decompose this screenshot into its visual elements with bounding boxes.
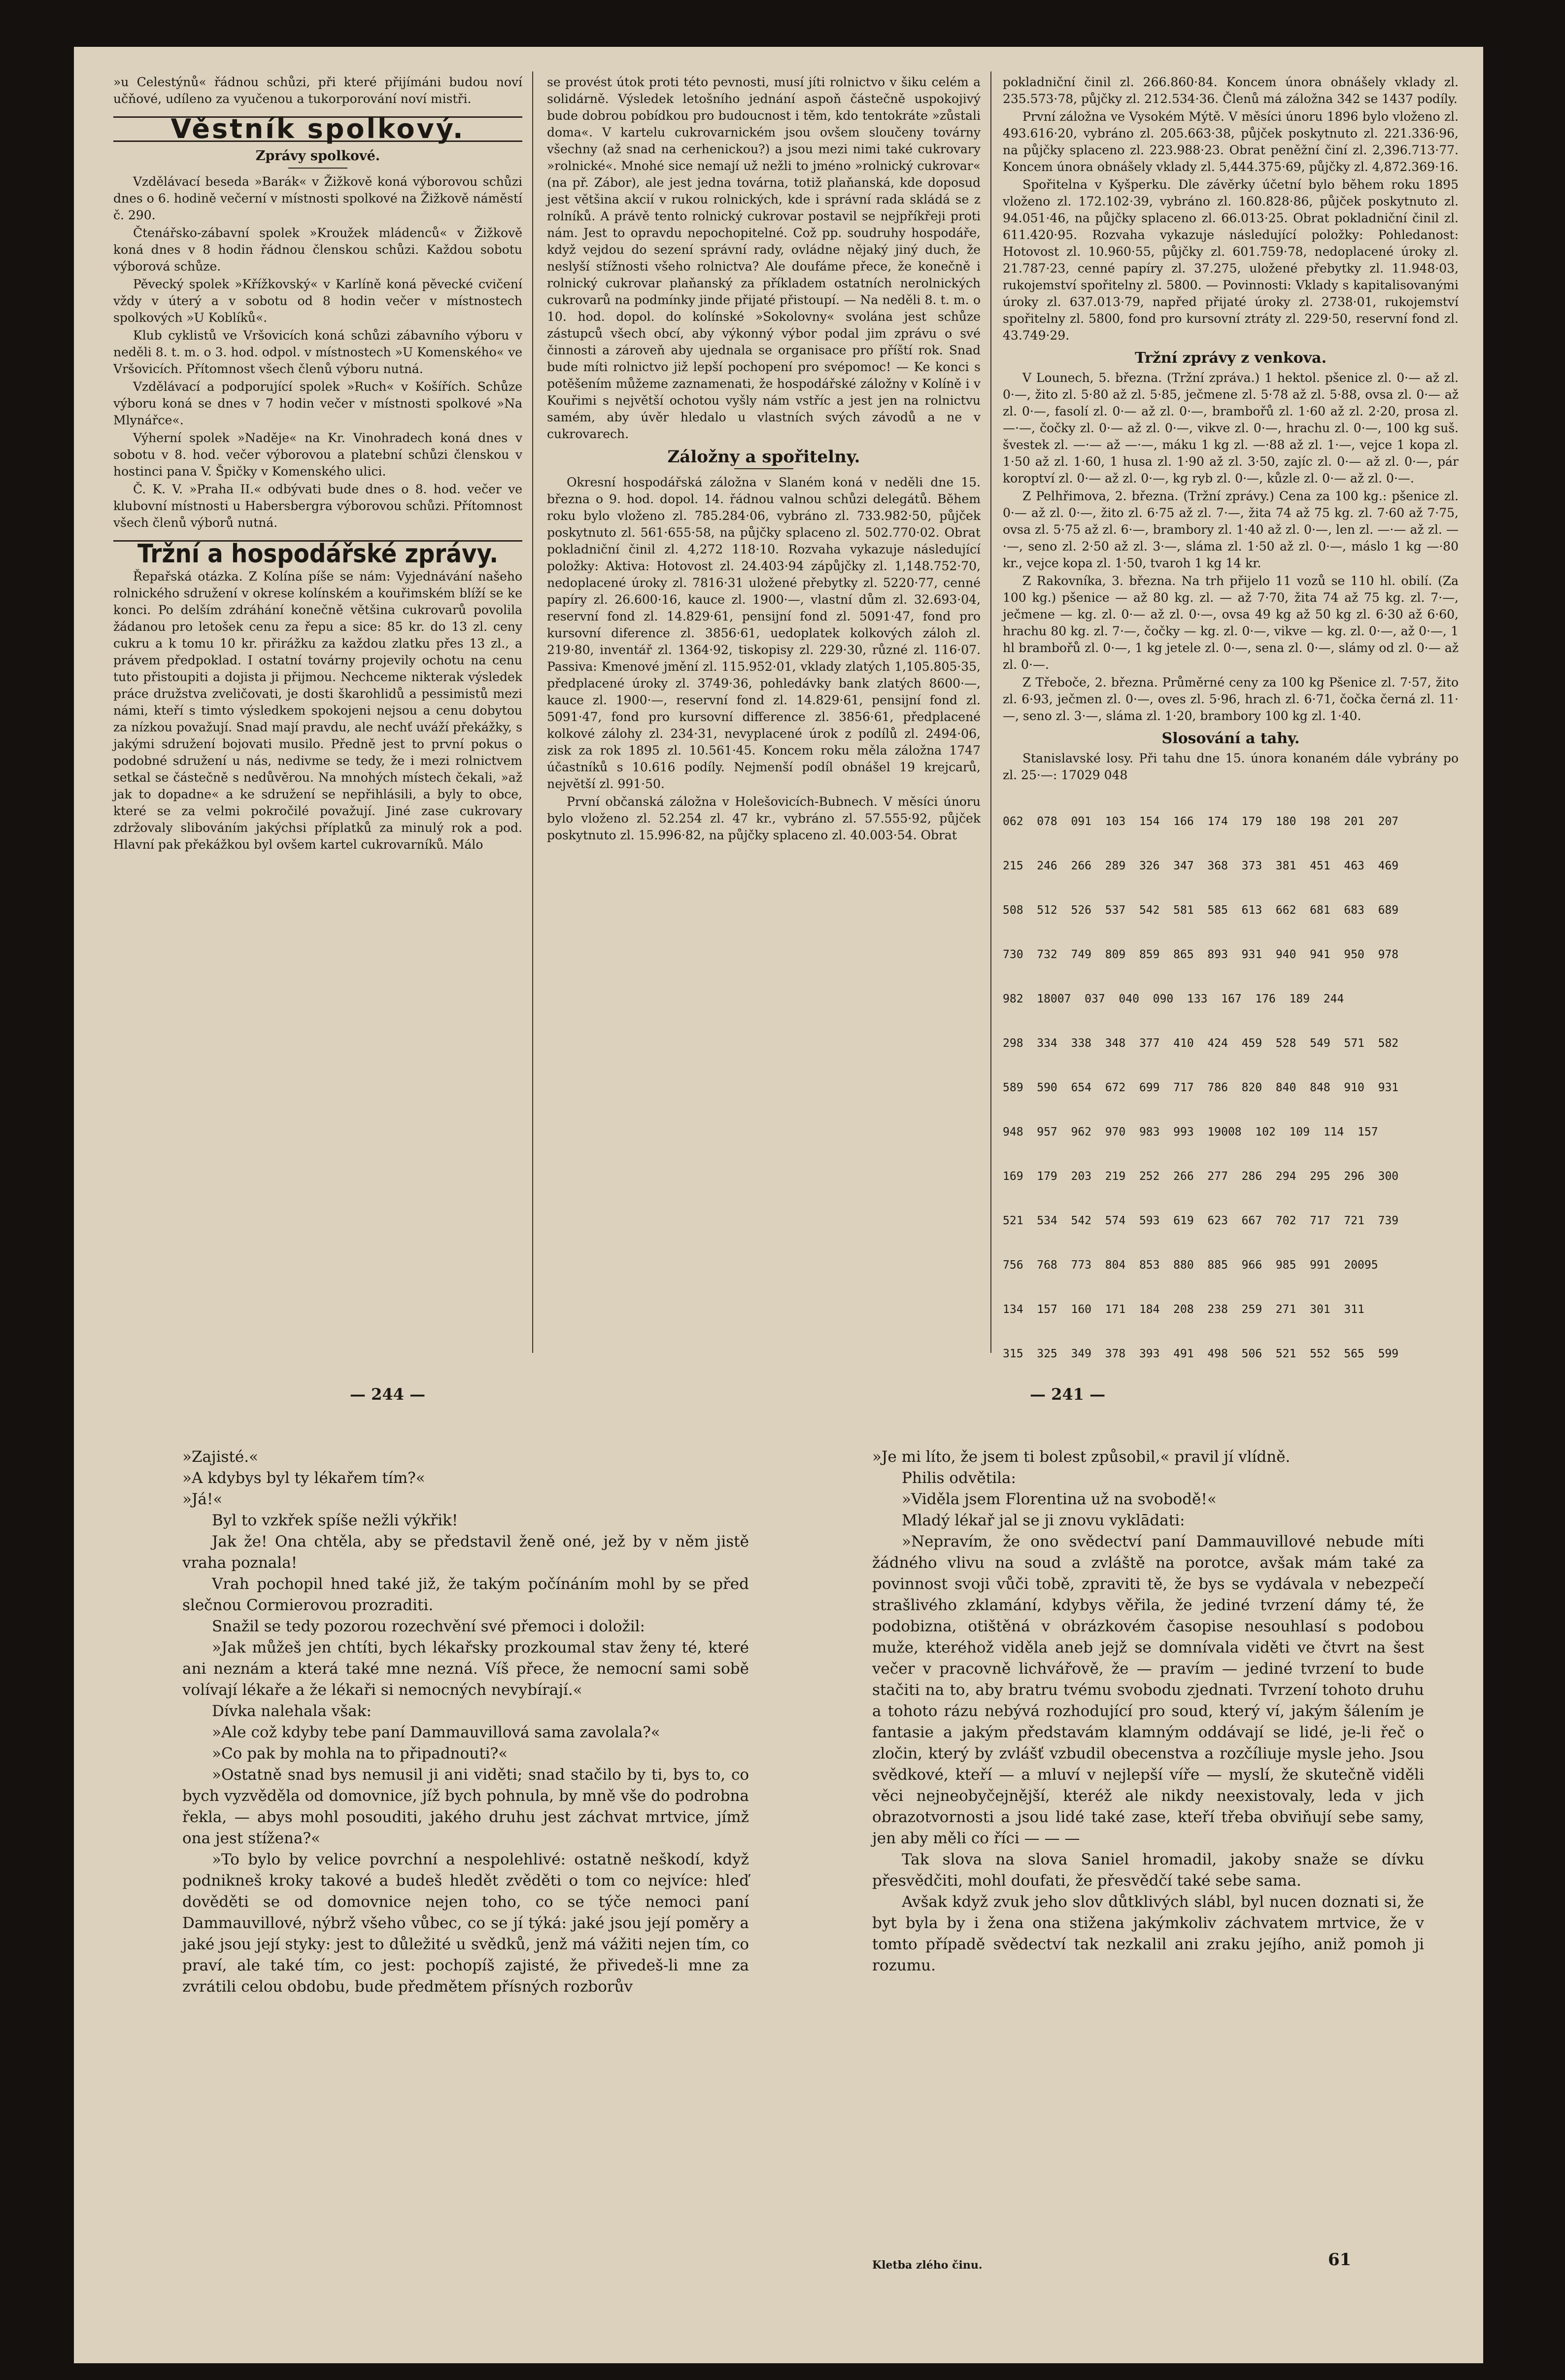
market-report: Z Třeboče, 2. března. Průměrné ceny za 100 kg Pšenice zl. 7·57, žito zl. 6·93, ječmen zl. 0·—, oves zl. 5·96, hrach zl. 6·71, čočka černá zl. 11·—, seno zl. 3·—, sláma zl. 1·20, brambory 100 kg zl. 1·40. (1003, 675, 1459, 723)
society-notice: Vzdělávací a podporující spolek »Ruch« v Košířích. Schůze výboru koná se dnes v 7 hodin večer v místnosti spolkové »Na Mlynářce«. (113, 379, 522, 427)
bank-report: pokladniční činil zl. 266.860·84. Koncem února obnášely vklady zl. 235.573·78, půjčky zl. 212.534·36. Členů má záložna 342 se 1437 podíly. (1003, 75, 1459, 106)
society-notice: Čtenářsko-zábavní spolek »Kroužek mládenců« v Žižkově koná dnes v 8 hodin řádnou členskou schůzi. Každou sobotu výborová schůze. (113, 226, 522, 274)
section-title-societies: Věstník spolkový. (113, 116, 522, 142)
divider (288, 168, 347, 169)
society-notice: Klub cyklistů ve Vršovicích koná schůzi zábavního výboru v neděli 8. t. m. o 3. hod. odpol. v místnostech »U Komenského« ve Vršovicích. Přítomnost všech členů výboru nutná. (113, 328, 522, 376)
lottery-row: 730 732 749 809 859 865 893 931 940 941 950 978 (1003, 948, 1399, 961)
bank-report: Spořitelna v Kyšperku. Dle závěrky účetní bylo během roku 1895 vloženo zl. 172.102·39, vybráno zl. 160.828·86, půjček poskytnuto zl. 94.051·46, na půjčky splaceno zl. 66.013·25. Obrat pokladniční činil zl. 611.420·95. Rozvaha vykazuje následující položky: Pohledanost: Hotovost zl. 10.960·55, půjčky zl. 601.759·78, nedoplacené úroky zl. 21.787·23, cenné papíry zl. 37.275, uložené přebytky zl. 11.948·03, rukojemství spořitelny zl. 5800. — Povinnosti: Vklady s kapitalisovanými úroky zl. 637.013·79, napřed přijaté úroky zl. 2738·01, rukojemství spořitelny zl. 5800, fond pro kursovní ztráty zl. 229·50, reservní fond zl. 43.749·29. (1003, 177, 1459, 343)
novel-text-right (872, 1447, 1424, 1976)
bank-report: První záložna ve Vysokém Mýtě. V měsíci únoru 1896 bylo vloženo zl. 493.616·20, vybráno zl. 205.663·38, půjček poskytnuto zl. 221.336·96, na půjčky splaceno zl. 223.988·23. Obrat peněžní činí zl. 2,396.713·77. Koncem února obnášely vklady zl. 5,444.375·69, půjčky zl. 4,872.369·16. (1003, 109, 1459, 174)
novel-text-left (182, 1447, 749, 1998)
novel-paragraph: »Já!« (182, 1490, 223, 1508)
novel-paragraph: Jak že! Ona chtěla, aby se představil ženě oné, jež by v něm jistě vraha poznala! (182, 1533, 749, 1572)
novel-paragraph: »Co pak by mohla na to připadnouti?« (212, 1745, 508, 1762)
lottery-row: 062 078 091 103 154 166 174 179 180 198 201 207 (1003, 815, 1399, 828)
column-3 (1003, 74, 1459, 1391)
subheading-country-markets: Tržní zprávy z venkova. (1134, 349, 1327, 367)
subheading-societies: Zprávy spolkové. (255, 148, 380, 164)
page-number-61: 61 (1328, 2250, 1352, 2270)
novel-paragraph: »Ale což kdyby tebe paní Dammauvillová sama zavolala?« (212, 1724, 660, 1741)
page-number-left: — 244 — (350, 1385, 426, 1404)
novel-paragraph: »Zajisté.« (182, 1448, 259, 1466)
novel-paragraph: Tak slova na slova Saniel hromadil, jakoby snaže se dívku přesvědčiti, mohl doufati, že přesvědčí také sebe sama. (872, 1851, 1424, 1890)
novel-paragraph: Mladý lékař jal se ji znovu vyklādati: (902, 1512, 1185, 1529)
novel-paragraph: Snažil se tedy pozorou rozechvění své přemoci i doložil: (212, 1618, 645, 1635)
market-report: Z Pelhřimova, 2. března. (Tržní zprávy.) Cena za 100 kg.: pšenice zl. 0·— až zl. 0·—, žito zl. 6·75 až zl. 7·—, žita 74 až 75 kg. zl. 7·60 až 7·75, ovsa zl. 5·75 až zl. 6·—, brambory zl. 1·40 až zl. 0·—, len zl. —·— až zl. —·—, seno zl. 2·50 až zl. 3·—, sláma zl. 1·50 až zl. 0·—, máslo 1 kg —·80 kr., vejce kopa zl. 1·50, tvaroh 1 kg 14 kr. (1003, 489, 1459, 570)
running-footer: Kletba zlého činu. (872, 2259, 983, 2272)
lottery-row: 508 512 526 537 542 581 585 613 662 681 683 689 (1003, 904, 1399, 917)
society-notice: Výherní spolek »Naděje« na Kr. Vinohradech koná dnes v sobotu v 8. hod. večer výborovou a platební schůzi členskou v hostinci pana V. Špičky v Komenského ulici. (113, 431, 522, 479)
market-report: Z Rakovníka, 3. března. Na trh přijelo 11 vozů se 110 hl. obilí. (Za 100 kg.) pšenice — až 80 kg. zl. — až 7·70, žita 74 až 75 kg. zl. 7·—, ječmene — kg. zl. 0·— až zl. 0·—, ovsa 49 kg až 50 kg zl. 6·30 až 6·60, hrachu 80 kg. zl. 7·—, čočky — kg. zl. 0·—, vikve — kg. zl. 0·—, až 0·—, 1 hl brambořů zl. 0·—, 1 kg jetele zl. 0·—, sena zl. 0·—, slámy od zl. 0·— až zl. 0·—. (1003, 574, 1459, 672)
subheading-banks: Záložny a spořitelny. (667, 447, 860, 467)
lottery-row: 215 246 266 289 326 347 368 373 381 451 463 469 (1003, 860, 1399, 872)
column-2 (547, 74, 981, 845)
column-divider (532, 71, 533, 1353)
novel-paragraph: Philis odvětila: (902, 1469, 1016, 1487)
divider (734, 468, 793, 469)
lottery-row: 521 534 542 574 593 619 623 667 702 717 721 739 (1003, 1214, 1399, 1227)
novel-paragraph: »A kdybys byl ty lékařem tím?« (182, 1469, 425, 1487)
newspaper-page (74, 47, 1483, 2363)
lottery-number-grid (1003, 785, 1459, 1391)
column-1 (113, 74, 522, 854)
lottery-row: 169 179 203 219 252 266 277 286 294 295 296 300 (1003, 1170, 1399, 1183)
society-notice: Vzdělávací beseda »Barák« v Žižkově koná výborovou schůzi dnes o 6. hodině večerní v místnosti spolkové na Žižkově náměstí č. 290. (113, 174, 522, 222)
society-notice: Č. K. V. »Praha II.« odbývati bude dnes o 8. hod. večer ve klubovní místnosti u Habersbergra výborovou schůzi. Přítomnost všech členů výborů nutná. (113, 482, 522, 530)
novel-paragraph: »To bylo by velice povrchní a nespolehlivé: ostatně neškodí, když podnikneš kroky takové a budeš hledět zvěděti o tom co nejvíce: hleď dověděti se od domovnice nejen toho, co se týče nemoci paní Dammauvillové, nýbrž všeho vůbec, co se jí týká: jaké jsou její poměry a jaké jsou její styky: jest to důležité u svědků, jenž má vážiti nejen tím, co praví, ale také tím, co jest: pochopíš zajisté, že přivedeš-li mne za zvrátili celou obdobu, bude předmětem přísných rozborův (182, 1851, 749, 1996)
section-title-trade: Tržní a hospodářské zprávy. (113, 540, 522, 562)
novel-paragraph: Dívka nalehala však: (212, 1702, 372, 1720)
subheading-lottery: Slosování a tahy. (1161, 730, 1300, 747)
novel-paragraph: Vrah pochopil hned také již, že takým počínáním mohl by se před slečnou Cormierovou prozraditi. (182, 1575, 749, 1614)
lottery-row: 756 768 773 804 853 880 885 966 985 991 20095 (1003, 1259, 1378, 1272)
lottery-row: 134 157 160 171 184 208 238 259 271 301 311 (1003, 1303, 1364, 1316)
novel-paragraph: »Je mi líto, že jsem ti bolest způsobil,« pravil jí vlídně. (872, 1448, 1291, 1466)
lottery-row: 982 18007 037 040 090 133 167 176 189 244 (1003, 993, 1344, 1005)
bank-report: Okresní hospodářská záložna v Slaném koná v neděli dne 15. března o 9. hod. dopol. 14. řádnou valnou schůzi delegátů. Během roku bylo vloženo zl. 785.284·06, vybráno zl. 733.982·50, půjček poskytnuto zl. 561·655·58, na půjčky splaceno zl. 502.770·02. Obrat pokladniční činil zl. 4,272 118·10. Rozvaha vykazuje následující položky: Aktiva: Hotovost zl. 24.403·94 zápůjčky zl. 1,148.752·70, nedoplacené úroky zl. 7816·31 uložené přebytky zl. 5220·77, cenné papíry zl. 26.600·16, kauce zl. 1900·—, vlastní dům zl. 32.693·04, reservní fond zl. 14.829·61, pensijní fond zl. 5091·47, fond pro kursovní diference zl. 3856·61, uedoplatek kolkových záloh zl. 219·80, inventář zl. 1364·92, tiskopisy zl. 229·30, různé zl. 116·07. Passiva: Kmenové jmění zl. 115.952·01, vklady zlatých 1,105.805·35, předplacené úroky zl. 3749·36, pohledávky bank zlatých 8600·—, kauce zl. 1900·—, reservní fond zl. 14.829·61, pensijní fond zl. 5091·47, fond pro kursovní difference zl. 3856·61, předplacené kolkové zálohy zl. 234·31, nevyplacené úrok z podílů zl. 2494·06, zisk za rok 1895 zl. 10.561·45. Koncem roku měla záložna 1747 účastníků s 10.616 podíly. Nejmenší podíl obnášel 19 krejcarů, největší zl. 991·50. (547, 475, 981, 791)
novel-paragraph: »Viděla jsem Florentina už na svobodě!« (902, 1490, 1217, 1508)
lottery-row: 589 590 654 672 699 717 786 820 840 848 910 931 (1003, 1081, 1399, 1094)
lottery-row: 948 957 962 970 983 993 19008 102 109 114 157 (1003, 1126, 1378, 1138)
bank-report: První občanská záložna v Holešovicích-Bubnech. V měsíci únoru bylo vloženo zl. 52.254 zl. 47 kr., vybráno zl. 57.555·92, půjček poskytnuto zl. 15.996·82, na půjčky splaceno zl. 40.003·54. Obrat (547, 794, 981, 842)
lottery-row: 315 325 349 378 393 491 498 506 521 552 565 599 (1003, 1347, 1399, 1360)
novel-paragraph: »Ostatně snad bys nemusil ji ani viděti; snad stačilo by ti, bys to, co bych vyzvěděla od domovnice, jíž bych pohnula, by mně vše do podrobna řekla, — abys mohl posouditi, jakého druhu jest záchvat mrtvice, jímž ona jest stížena?« (182, 1766, 749, 1847)
lottery-row: 298 334 338 348 377 410 424 459 528 549 571 582 (1003, 1037, 1399, 1050)
intro-paragraph: »u Celestýnů« řádnou schůzi, při které přijímáni budou noví učňové, udíleno za vyučenou a tukorporování noví mistři. (113, 75, 522, 106)
column-divider (990, 71, 991, 1353)
novel-paragraph: Avšak když zvuk jeho slov důtklivých slábl, byl nucen doznati si, že byt byla by i žena ona stižena jakýmkoliv záchvatem mrtvice, že v tomto případě svědectví tak nezkalil ani zraku jejího, aniž pomoh ji rozumu. (872, 1893, 1424, 1974)
market-report: V Lounech, 5. března. (Tržní zpráva.) 1 hektol. pšenice zl. 0·— až zl. 0·—, žito zl. 5·80 až zl. 5·85, ječmene zl. 5·78 až zl. 5·88, ovsa zl. 0·— až zl. 0·—, fasolí zl. 0·— až zl. 0·—, brambořů zl. 1·60 až zl. 2·20, prosa zl. —·—, čočky zl. 0·— až zl. 0·—, vikve zl. 0·—, hrachu zl. 0·—, 100 kg suš. švestek zl. —·— až —·—, máku 1 kg zl. —·88 až zl. 1·—, vejce 1 kopa zl. 1·50 až zl. 1·60, 1 husa zl. 1·90 až zl. 3·50, zajíc zl. 0·— až zl. 0·—, pár koroptví zl. 0·— až zl. 0·—, kg ryb zl. 0·—, kůzle zl. 0·— až zl. 0·—. (1003, 371, 1459, 485)
page-number-right: — 241 — (1030, 1385, 1106, 1404)
lottery-intro: Stanislavské losy. Při tahu dne 15. února konaném dále vybrány po zl. 25·—: 17029 048 (1003, 751, 1459, 782)
novel-paragraph: »Nepravím, že ono svědectví paní Dammauvillové nebude míti žádného vlivu na soud a zvláště na porotce, avšak mám také za povinnost svoji vůči tobě, zpraviti tě, že bys se vydávala v nebezpečí strašlivého zklamání, kdybys věřila, že jediné tvrzení dámy té, že podobizna, otištěná v obrázkovém časopise nesouhlasí s podobou muže, kteréhož viděla aneb jejž se domnívala viděti ve čtvrt na šest večer v pracovně lichvářově, že — pravím — jediné tvrzení to bude stačiti na to, aby bratru tvému svobodu zjednati. Tvrzení tohoto druhu a tohoto rázu nebývá rozhodující pro soud, který ví, jakým šálením je fantasie a jakým představám klamným oddávají se lidé, je-li řeč o zločin, který by zvlášť vzbudil obecenstva a rozčíliuje mysle jeho. Jsou svědkové, kteří — a mluví v nejlepší víře — myslí, že skutečně viděli věci nejneobyčejnější, kteréž ale nikdy neexistovaly, leda v jich obrazotvornosti a jsou lidé také zase, kteří třeba obviňují sebe samy, jen aby měli co říci — — — (872, 1533, 1424, 1847)
trade-article: Řepařská otázka. Z Kolína píše se nám: Vyjednávání našeho rolnického sdružení v okrese kolínském a kouřimském blíží se ke konci. Po delším zdráhání konečně většina cukrovarů povolila žádanou pro letošek cenu za řepu a sice: 85 kr. do 13 zl. ceny cukru a k tomu 10 kr. přirážku za každou zlatku přes 13 zl., a právem předpoklad. I ostatní továrny projevily ochotu na cenu tuto přistoupiti a dojista ji přijmou. Nechceme nikterak výsledek práce družstva zveličovati, je dosti škarohlidů a pessimistů mezi námi, kteří s timto výsledkem spokojeni nejsou a cenu dobytou za nízkou považují. Snad mají pravdu, ale nechť uváží překážky, s jakými sdružení bojovati musilo. Předně jest to první pokus o podobné sdružení u nás, nedivme se tedy, že i mezi rolnictvem setkal se částečně s nedůvěrou. Na mnohých místech čekali, »až jak to dopadne« a ke sdružení se nepřihlásili, a byly to obce, které se za velmi pokročilé považují. Jiné zase cukrovary zdržovaly slibováním jakýchsi příplatků za minulý rok a pod. Hlavní pak překážkou byl ovšem kartel cukrovarníků. Málo (113, 569, 522, 852)
society-notice: Pěvecký spolek »Křížkovský« v Karlíně koná pěvecké cvičení vždy v úterý a v sobotu od 8 hodin večer v místnostech spolkových »U Koblíků«. (113, 277, 522, 325)
novel-paragraph: Byl to vzkřek spíše nežli výkřik! (212, 1512, 458, 1529)
trade-article-continued: se provést útok proti této pevnosti, musí jíti rolnictvo v šiku celém a solidárně. Výsledek letošního jednání aspoň částečně uspokojivý bude dobrou pobídkou pro budoucnost i těm, kdo tentokráte »zůstali doma«. V kartelu cukrovarnickém jsou ovšem sloučeny továrny všechny (až snad na cerhenickou?) a jsou mezi nimi také cukrovary »rolnické«. Mnohé sice nemají už nežli to jméno »rolnický cukrovar« (na př. Zábor), ale jest jedna továrna, totiž plaňanská, kde doposud jest většina akcií v rukou rolnických, kde i správní rada skládá se z rolníků. A právě tento rolnický cukrovar postavil se nejpříkřeji proti nám. Jest to opravdu nepochopitelné. Což pp. soudruhy hospodáře, když vejdou do sezení správní rady, ovládne nějaký jiný duch, že neslyší stížnosti všeho rolnictva? Ale doufáme přece, že konečně i rolnický cukrovar plaňanský za příkladem ostatních nerolnických cukrovarů na podmínky jinde přijaté přistoupí. — Na neděli 8. t. m. o 10. hod. dopol. do kolínské »Sokolovny« svolána jest schůze zástupců všech obcí, aby výkonný výbor podal jim zprávu o své činnosti a zároveň aby ujednala se organisace pro příští rok. Snad bude míti rolnictvo již lepší pochopení pro svépomoc! — Ke konci s potěšením můžeme zaznamenati, že hospodářské záložny v Kolíně i v Kouřimi s největší ochotou vyšly nám vstříc a jest jen na rolnictvu samém, aby úvěr hledalo u vlastních svých závodů a ne v cukrovarech. (547, 75, 981, 441)
novel-paragraph: »Jak můžeš jen chtíti, bych lékařsky prozkoumal stav ženy té, které ani neznám a která také mne nezná. Víš přece, že nemocní sami sobě volívají lékaře a že lékaři si nemocných nevybírají.« (182, 1639, 749, 1699)
